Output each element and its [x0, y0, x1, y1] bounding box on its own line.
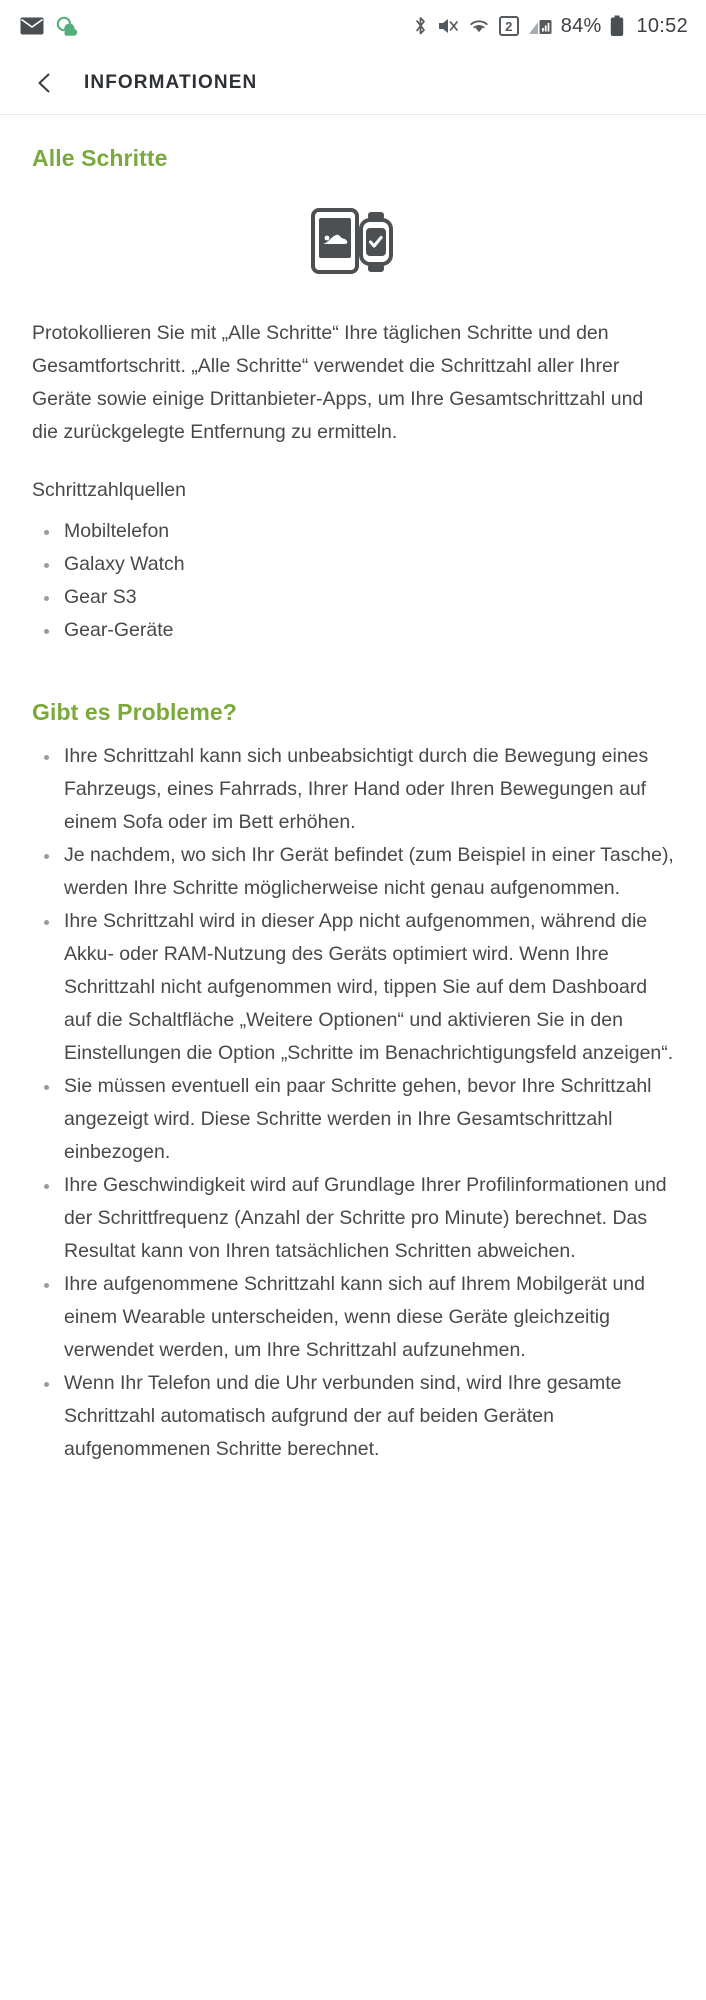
list-item — [32, 1268, 674, 1367]
list-item-label: Ihre Geschwindigkeit wird auf Grundlage Ihrer Profilinformationen und der Schrittfrequenz (Anzahl der Schritte pro Minute) berechnet. Das Resultat kann von Ihren tatsächlichen Schritten abweichen. — [64, 1174, 667, 1262]
problems-section — [32, 699, 674, 1466]
list-item — [32, 839, 674, 905]
list-item-label: Galaxy Watch — [64, 553, 185, 575]
phone-and-watch-steps-icon — [311, 206, 395, 287]
status-bar-right — [413, 15, 688, 38]
mute-icon — [437, 16, 459, 36]
list-item-label: Ihre Schrittzahl wird in dieser App nicht aufgenommen, während die Akku- oder RAM-Nutzung des Geräts optimiert wird. Wenn Ihre Schrittzahl nicht aufgenommen wird, tippen Sie auf dem Dashboard auf die Schaltfläche „Weitere Optionen“ und aktivieren Sie in den Einstellungen die Option „Schritte im Benachrichtigungsfeld anzeigen“. — [64, 910, 674, 1064]
list-item — [32, 1169, 674, 1268]
intro-paragraph: Protokollieren Sie mit „Alle Schritte“ Ihre täglichen Schritte und den Gesamtfortschritt. „Alle Schritte“ verwendet die Schrittzahl aller Ihrer Geräte sowie einige Drittanbieter-Apps, um Ihre Gesamtschrittzahl und die zurückgelegte Entfernung zu ermitteln. — [32, 322, 644, 443]
app-bar — [0, 52, 706, 115]
status-bar — [0, 0, 706, 52]
sim-2-icon: 2 — [499, 16, 519, 36]
list-item-label: Ihre aufgenommene Schrittzahl kann sich auf Ihrem Mobilgerät und einem Wearable unterscheiden, wenn diese Geräte gleichzeitig verwendet werden, um Ihre Schrittzahl aufzunehmen. — [64, 1273, 645, 1361]
list-item — [32, 740, 674, 839]
mail-icon — [20, 17, 44, 35]
bluetooth-icon — [413, 15, 428, 37]
back-arrow-icon[interactable] — [26, 64, 64, 102]
list-item-label: Gear S3 — [64, 586, 137, 608]
section-title-problems: Gibt es Probleme? — [32, 699, 237, 725]
list-item — [32, 515, 674, 548]
list-item — [32, 1367, 674, 1466]
list-item — [32, 548, 674, 581]
page-title: INFORMATIONEN — [84, 72, 258, 93]
list-item — [32, 581, 674, 614]
battery-percent-label: 84% — [560, 14, 602, 37]
list-item-label: Ihre Schrittzahl kann sich unbeabsichtigt durch die Bewegung eines Fahrzeugs, eines Fahrrads, Ihrer Hand oder Ihren Bewegungen auf einem Sofa oder im Bett erhöhen. — [64, 745, 649, 833]
clock-label: 10:52 — [636, 14, 688, 37]
step-sources-list — [32, 515, 674, 647]
signal-icon — [528, 17, 552, 36]
battery-icon — [610, 15, 624, 37]
hero-illustration — [32, 206, 674, 287]
list-item — [32, 614, 674, 647]
list-item-label: Gear-Geräte — [64, 619, 174, 641]
status-bar-left — [20, 16, 82, 36]
list-item-label: Je nachdem, wo sich Ihr Gerät befindet (zum Beispiel in einer Tasche), werden Ihre Schritte möglicherweise nicht genau aufgenommen. — [64, 844, 674, 899]
weather-cloud-icon — [56, 16, 82, 36]
problems-list — [32, 740, 674, 1466]
list-item — [32, 1070, 674, 1169]
section-title-all-steps: Alle Schritte — [32, 145, 168, 171]
list-item-label: Sie müssen eventuell ein paar Schritte gehen, bevor Ihre Schrittzahl angezeigt wird. Diese Schritte werden in Ihre Gesamtschrittzahl einbezogen. — [64, 1075, 652, 1163]
wifi-icon — [468, 17, 490, 35]
list-item — [32, 905, 674, 1070]
list-item-label: Wenn Ihr Telefon und die Uhr verbunden sind, wird Ihre gesamte Schrittzahl automatisch aufgrund der auf beiden Geräten aufgenommenen Schritte berechnet. — [64, 1372, 622, 1460]
info-content — [0, 145, 706, 1506]
list-item-label: Mobiltelefon — [64, 520, 170, 542]
sources-label: Schrittzahlquellen — [32, 479, 186, 501]
